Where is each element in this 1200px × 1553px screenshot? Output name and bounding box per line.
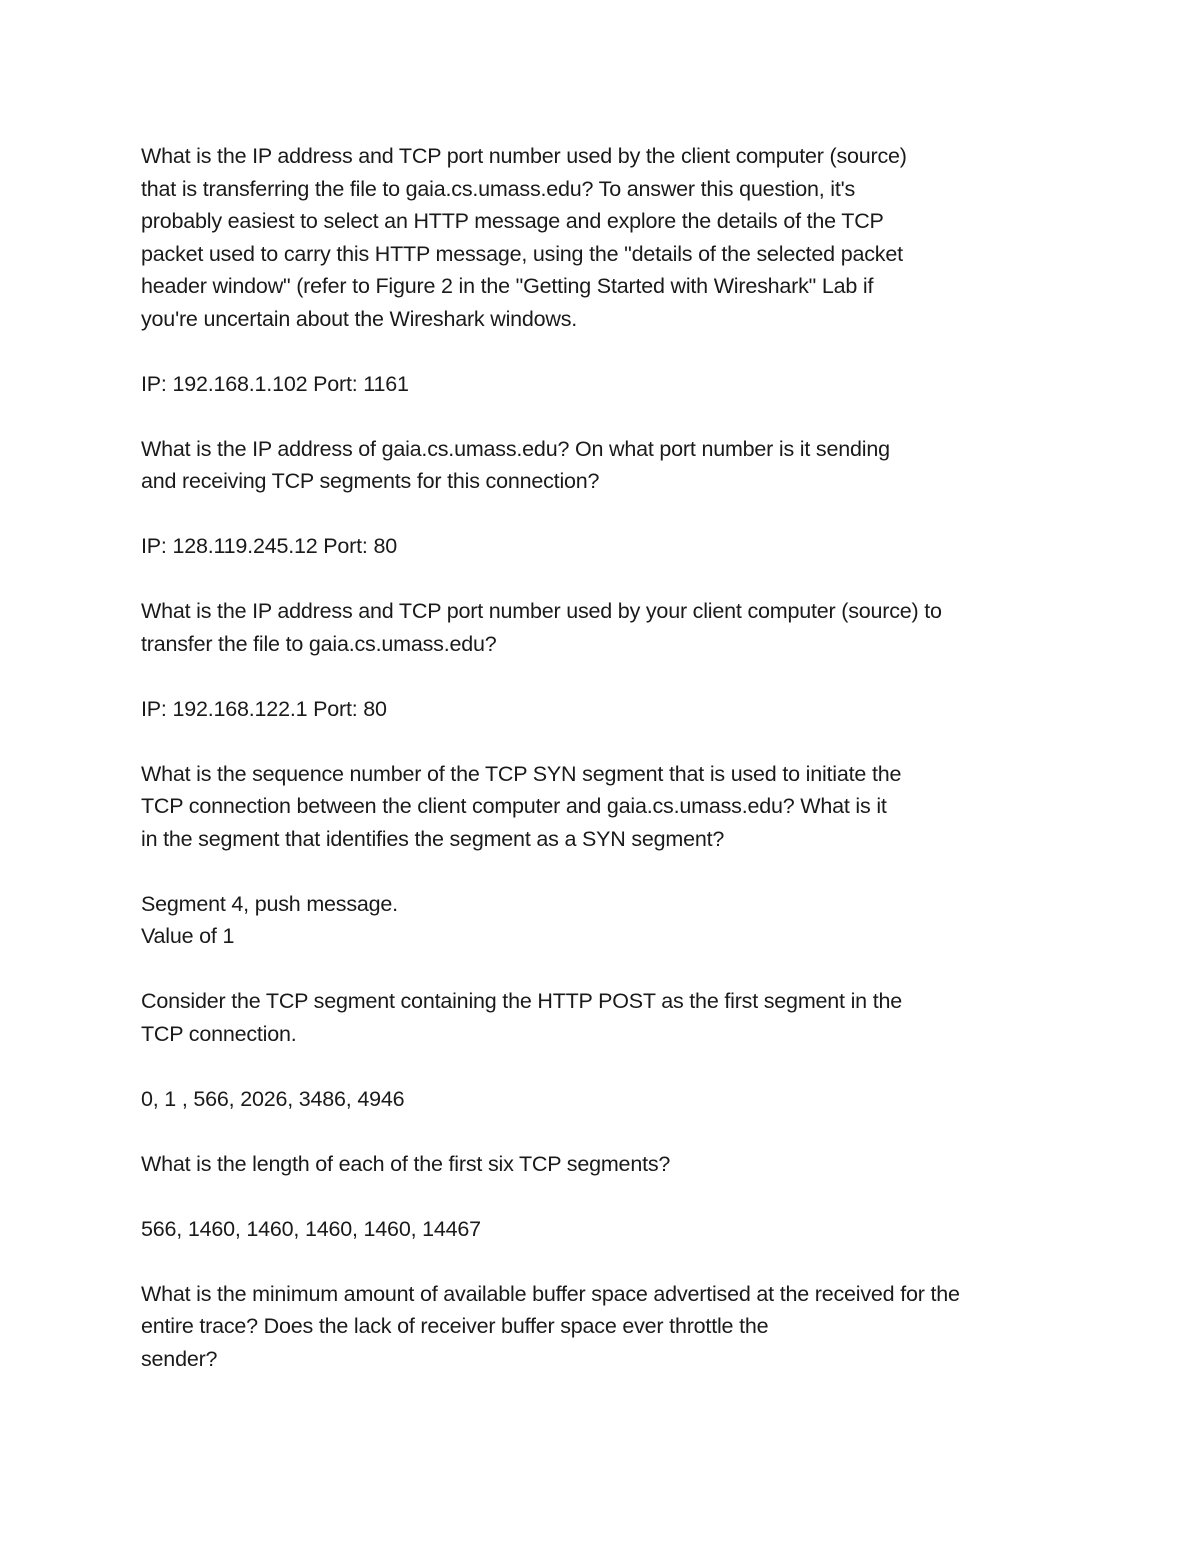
answer-6 bbox=[141, 1213, 1101, 1246]
question-5-line-2: TCP connection. bbox=[141, 1021, 297, 1046]
answer-3 bbox=[141, 693, 1101, 726]
question-7-line-3: sender? bbox=[141, 1346, 218, 1371]
question-6 bbox=[141, 1148, 1101, 1181]
paragraph-gap bbox=[141, 1050, 1101, 1083]
question-1-line-5: header window" (refer to Figure 2 in the "Getting Started with Wireshark" Lab if bbox=[141, 274, 874, 298]
question-4-line-1: What is the sequence number of the TCP SYN segment that is used to initiate the bbox=[141, 761, 902, 786]
question-7-line-1: What is the minimum amount of available buffer space advertised at the received for the bbox=[141, 1281, 960, 1306]
question-3 bbox=[141, 595, 1101, 660]
paragraph-gap bbox=[141, 660, 1101, 693]
paragraph-gap bbox=[141, 335, 1101, 368]
question-6-line-1: What is the length of each of the first six TCP segments? bbox=[141, 1151, 671, 1176]
answer-4 bbox=[141, 888, 1101, 953]
answer-2-line-1: IP: 128.119.245.12 Port: 80 bbox=[141, 534, 397, 558]
paragraph-gap bbox=[141, 953, 1101, 986]
answer-1 bbox=[141, 368, 1101, 401]
answer-6-line-1: 566, 1460, 1460, 1460, 1460, 14467 bbox=[141, 1216, 481, 1241]
question-3-line-1: What is the IP address and TCP port number used by your client computer (source) to bbox=[141, 599, 942, 623]
answer-4-line-2: Value of 1 bbox=[141, 924, 235, 948]
paragraph-gap bbox=[141, 725, 1101, 758]
question-4 bbox=[141, 758, 1101, 856]
question-1-line-1: What is the IP address and TCP port number used by the client computer (source) bbox=[141, 144, 907, 168]
question-7 bbox=[141, 1278, 1101, 1376]
question-3-line-2: transfer the file to gaia.cs.umass.edu? bbox=[141, 631, 497, 656]
answer-3-line-1: IP: 192.168.122.1 Port: 80 bbox=[141, 696, 387, 721]
paragraph-gap bbox=[141, 563, 1101, 596]
question-4-line-2: TCP connection between the client computer and gaia.cs.umass.edu? What is it bbox=[141, 794, 887, 818]
question-1 bbox=[141, 140, 1101, 335]
question-1-line-2: that is transferring the file to gaia.cs.umass.edu? To answer this question, it's bbox=[141, 176, 856, 201]
question-2-line-1: What is the IP address of gaia.cs.umass.edu? On what port number is it sending bbox=[141, 436, 890, 461]
question-2 bbox=[141, 433, 1101, 498]
question-4-line-3: in the segment that identifies the segment as a SYN segment? bbox=[141, 826, 725, 851]
question-1-line-3: probably easiest to select an HTTP message and explore the details of the TCP bbox=[141, 209, 884, 233]
document-body bbox=[141, 140, 1101, 1375]
paragraph-gap bbox=[141, 400, 1101, 433]
question-1-line-6: you're uncertain about the Wireshark windows. bbox=[141, 306, 578, 331]
answer-1-line-1: IP: 192.168.1.102 Port: 1161 bbox=[141, 371, 409, 396]
paragraph-gap bbox=[141, 1245, 1101, 1278]
answer-4-line-1: Segment 4, push message. bbox=[141, 891, 398, 916]
answer-5 bbox=[141, 1083, 1101, 1116]
question-7-line-2: entire trace? Does the lack of receiver buffer space ever throttle the bbox=[141, 1314, 769, 1338]
question-2-line-2: and receiving TCP segments for this connection? bbox=[141, 469, 600, 493]
answer-2 bbox=[141, 530, 1101, 563]
paragraph-gap bbox=[141, 855, 1101, 888]
paragraph-gap bbox=[141, 498, 1101, 531]
paragraph-gap bbox=[141, 1180, 1101, 1213]
question-1-line-4: packet used to carry this HTTP message, using the "details of the selected packet bbox=[141, 241, 903, 266]
question-5 bbox=[141, 985, 1101, 1050]
answer-5-line-1: 0, 1 , 566, 2026, 3486, 4946 bbox=[141, 1086, 405, 1111]
question-5-line-1: Consider the TCP segment containing the HTTP POST as the first segment in the bbox=[141, 989, 902, 1013]
paragraph-gap bbox=[141, 1115, 1101, 1148]
